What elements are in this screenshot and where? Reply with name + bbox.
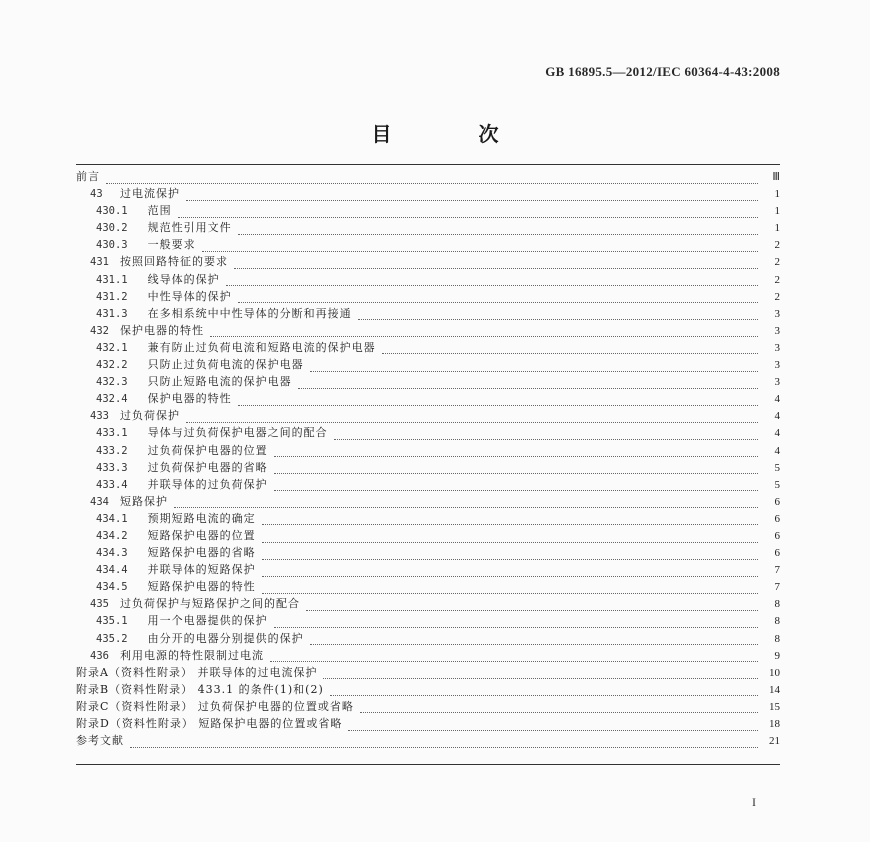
toc-entry-label: 线导体的保护 (147, 272, 220, 286)
toc-leader-dots (274, 447, 758, 457)
toc-entry[interactable] (76, 305, 780, 322)
toc-entry[interactable] (76, 339, 780, 356)
toc-leader-dots (262, 550, 758, 560)
toc-entry-page: 8 (774, 615, 780, 628)
toc-entry-page: 3 (774, 376, 780, 389)
toc-leader-dots (186, 413, 758, 423)
toc-leader-dots (174, 498, 758, 508)
toc-entry[interactable] (76, 442, 780, 459)
toc-leader-dots (186, 191, 758, 201)
toc-entry-label: 短路保护 (120, 494, 168, 508)
toc-entry-label: 附录C（资料性附录） 过负荷保护电器的位置或省略 (76, 699, 354, 713)
toc-entry-page: 15 (769, 700, 780, 713)
toc-entry-page: 2 (774, 290, 780, 303)
standard-code-header: GB 16895.5—2012/IEC 60364-4-43:2008 (545, 64, 780, 79)
toc-leader-dots (262, 515, 758, 525)
toc-entry-number: 430.2 (96, 222, 128, 235)
toc-entry[interactable] (76, 664, 780, 681)
toc-leader-dots (238, 396, 758, 406)
toc-entry[interactable] (76, 561, 780, 578)
toc-leader-dots (262, 584, 758, 594)
toc-entry-number: 431.2 (96, 290, 128, 303)
toc-leader-dots (382, 344, 758, 354)
toc-entry-label: 利用电源的特性限制过电流 (120, 648, 264, 662)
toc-entry-label: 只防止过负荷电流的保护电器 (147, 358, 304, 372)
toc-leader-dots (234, 259, 758, 269)
toc-entry[interactable] (76, 219, 780, 236)
toc-entry-page: 10 (769, 666, 780, 679)
toc-leader-dots (334, 430, 758, 440)
toc-entry-page: 9 (774, 649, 780, 662)
toc-entry[interactable] (76, 459, 780, 476)
toc-entry-label: 中性导体的保护 (147, 289, 232, 303)
toc-entry-page: 8 (774, 632, 780, 645)
toc-entry-page: 5 (774, 478, 780, 491)
toc-entry-page: 7 (774, 581, 780, 594)
toc-entry-label: 过负荷保护与短路保护之间的配合 (120, 597, 300, 611)
toc-entry-label: 过负荷保护 (120, 409, 180, 423)
table-of-contents (76, 168, 780, 749)
toc-entry-label: 范围 (147, 204, 172, 218)
toc-entry-number: 431.3 (96, 307, 128, 320)
toc-entry[interactable] (76, 424, 780, 441)
toc-entry[interactable] (76, 271, 780, 288)
toc-entry-label: 附录B（资料性附录） 433.1 的条件(1)和(2) (76, 682, 324, 696)
toc-entry[interactable] (76, 390, 780, 407)
toc-entry-page: 1 (774, 188, 780, 201)
toc-entry[interactable]: 431 按照回路特征的要求 2 (76, 253, 780, 270)
toc-entry[interactable] (76, 373, 780, 390)
toc-entry[interactable]: 436 利用电源的特性限制过电流 9 (76, 647, 780, 664)
toc-entry[interactable]: 432 保护电器的特性 3 (76, 322, 780, 339)
toc-entry-number: 434.5 (96, 581, 128, 594)
toc-entry[interactable] (76, 732, 780, 749)
toc-entry-label: 参考文献 (76, 734, 124, 748)
page-number: I (752, 795, 756, 809)
toc-entry-number: 433.4 (96, 478, 128, 491)
toc-entry-label: 按照回路特征的要求 (120, 255, 228, 269)
toc-leader-dots (238, 293, 758, 303)
toc-entry-number: 432.2 (96, 359, 128, 372)
toc-entry-page: 6 (774, 495, 780, 508)
toc-entry-label: 保护电器的特性 (120, 323, 204, 337)
toc-entry-label: 由分开的电器分别提供的保护 (147, 631, 304, 645)
toc-leader-dots (274, 481, 758, 491)
toc-leader-dots (106, 174, 758, 184)
toc-entry[interactable] (76, 698, 780, 715)
toc-entry[interactable] (76, 715, 780, 732)
toc-entry-page: 18 (769, 718, 780, 730)
toc-entry-label: 短路保护电器的特性 (147, 580, 256, 594)
toc-leader-dots (274, 464, 758, 474)
toc-entry-label: 兼有防止过负荷电流和短路电流的保护电器 (147, 340, 376, 354)
toc-leader-dots (323, 669, 758, 679)
toc-entry[interactable] (76, 168, 780, 185)
toc-entry-page: 4 (774, 444, 780, 457)
toc-entry-number: 433.3 (96, 461, 128, 474)
toc-entry[interactable]: 434 短路保护 6 (76, 493, 780, 510)
toc-leader-dots (360, 703, 758, 713)
toc-entry-page: 8 (774, 598, 780, 611)
toc-entry[interactable] (76, 236, 780, 253)
toc-leader-dots (226, 276, 758, 286)
toc-leader-dots (178, 208, 758, 218)
toc-entry-page: 6 (774, 512, 780, 525)
toc-leader-dots (358, 310, 758, 320)
toc-leader-dots (210, 327, 758, 337)
toc-leader-dots (330, 686, 758, 696)
toc-entry[interactable]: 435 过负荷保护与短路保护之间的配合 8 (76, 595, 780, 612)
toc-entry-number: 431.1 (96, 273, 128, 286)
toc-top-rule (76, 164, 780, 165)
toc-entry-number: 433.2 (96, 444, 128, 457)
toc-entry[interactable] (76, 510, 780, 527)
toc-entry-page: 4 (774, 410, 780, 423)
toc-entry-number: 435.2 (96, 632, 128, 645)
toc-entry-number: 432.4 (96, 393, 128, 406)
toc-entry-number: 430.1 (96, 205, 128, 218)
page-title: 目 次 (371, 122, 539, 146)
toc-leader-dots (310, 362, 758, 372)
toc-leader-dots (202, 242, 758, 252)
toc-entry-label: 并联导体的短路保护 (147, 563, 256, 577)
toc-entry[interactable] (76, 544, 780, 561)
toc-entry-page: 3 (774, 341, 780, 354)
toc-entry-number: 434.3 (96, 547, 128, 560)
toc-leader-dots (310, 635, 758, 645)
toc-leader-dots (274, 618, 758, 628)
toc-entry-label: 规范性引用文件 (147, 221, 232, 235)
toc-entry-label: 过负荷保护电器的位置 (147, 443, 268, 457)
toc-leader-dots (306, 601, 758, 611)
toc-entry-label: 只防止短路电流的保护电器 (147, 375, 292, 389)
toc-entry-label: 并联导体的过负荷保护 (147, 477, 268, 491)
toc-entry-page: 2 (774, 273, 780, 286)
toc-entry[interactable] (76, 630, 780, 647)
toc-entry[interactable]: 433 过负荷保护 4 (76, 407, 780, 424)
toc-entry[interactable]: 43 过电流保护 1 (76, 185, 780, 202)
toc-entry[interactable] (76, 578, 780, 595)
toc-entry-label: 前言 (76, 170, 100, 183)
toc-entry-number: 432.1 (96, 341, 128, 354)
toc-entry-number: 433.1 (96, 427, 128, 440)
toc-entry-page: 6 (774, 529, 780, 542)
toc-entry-page: 3 (774, 307, 780, 320)
toc-entry-page: 4 (774, 427, 780, 440)
toc-entry-label: 短路保护电器的省略 (147, 546, 256, 560)
toc-entry-page: 3 (774, 359, 780, 372)
toc-entry[interactable] (76, 681, 780, 698)
toc-leader-dots (298, 379, 758, 389)
toc-entry-label: 附录A（资料性附录） 并联导体的过电流保护 (76, 665, 318, 679)
toc-entry[interactable] (76, 288, 780, 305)
toc-entry-page: 2 (774, 256, 780, 269)
toc-leader-dots (270, 652, 758, 662)
toc-entry[interactable] (76, 527, 780, 544)
toc-entry-page: 5 (774, 461, 780, 474)
toc-entry-label: 过电流保护 (120, 187, 180, 201)
toc-entry-page: 3 (774, 324, 780, 337)
toc-entry-label: 过负荷保护电器的省略 (147, 460, 268, 474)
toc-leader-dots (348, 721, 758, 731)
toc-entry-number: 430.3 (96, 239, 128, 252)
toc-entry-label: 导体与过负荷保护电器之间的配合 (147, 426, 328, 440)
toc-entry-label: 短路保护电器的位置 (147, 528, 256, 542)
toc-entry-page: 21 (769, 735, 780, 748)
toc-leader-dots (130, 738, 758, 748)
toc-leader-dots (262, 533, 758, 543)
toc-entry-page: 14 (769, 683, 780, 696)
toc-entry-page: 1 (774, 222, 780, 235)
toc-entry-number: 434.2 (96, 529, 128, 542)
toc-entry[interactable] (76, 202, 780, 219)
toc-entry-page: 1 (774, 205, 780, 218)
toc-entry-page: 4 (774, 393, 780, 406)
toc-leader-dots (262, 567, 758, 577)
toc-bottom-rule (76, 764, 780, 765)
toc-entry-label: 一般要求 (147, 238, 196, 252)
toc-entry-number: 434.1 (96, 512, 128, 525)
toc-entry-page: 2 (774, 239, 780, 252)
toc-entry-page: 7 (774, 564, 780, 577)
toc-entry-label: 在多相系统中中性导体的分断和再接通 (147, 306, 352, 320)
toc-entry-number: 432.3 (96, 376, 128, 389)
toc-leader-dots (238, 225, 758, 235)
toc-entry-page: Ⅲ (772, 171, 780, 183)
toc-entry-number: 435.1 (96, 615, 128, 628)
toc-entry[interactable] (76, 612, 780, 629)
toc-entry-label: 用一个电器提供的保护 (147, 614, 268, 628)
toc-entry-label: 预期短路电流的确定 (147, 511, 256, 525)
toc-entry-page: 6 (774, 547, 780, 560)
toc-entry[interactable] (76, 356, 780, 373)
toc-entry-number: 434.4 (96, 564, 128, 577)
toc-entry[interactable] (76, 476, 780, 493)
toc-entry-label: 附录D（资料性附录） 短路保护电器的位置或省略 (76, 717, 343, 730)
toc-entry-label: 保护电器的特性 (147, 392, 232, 406)
